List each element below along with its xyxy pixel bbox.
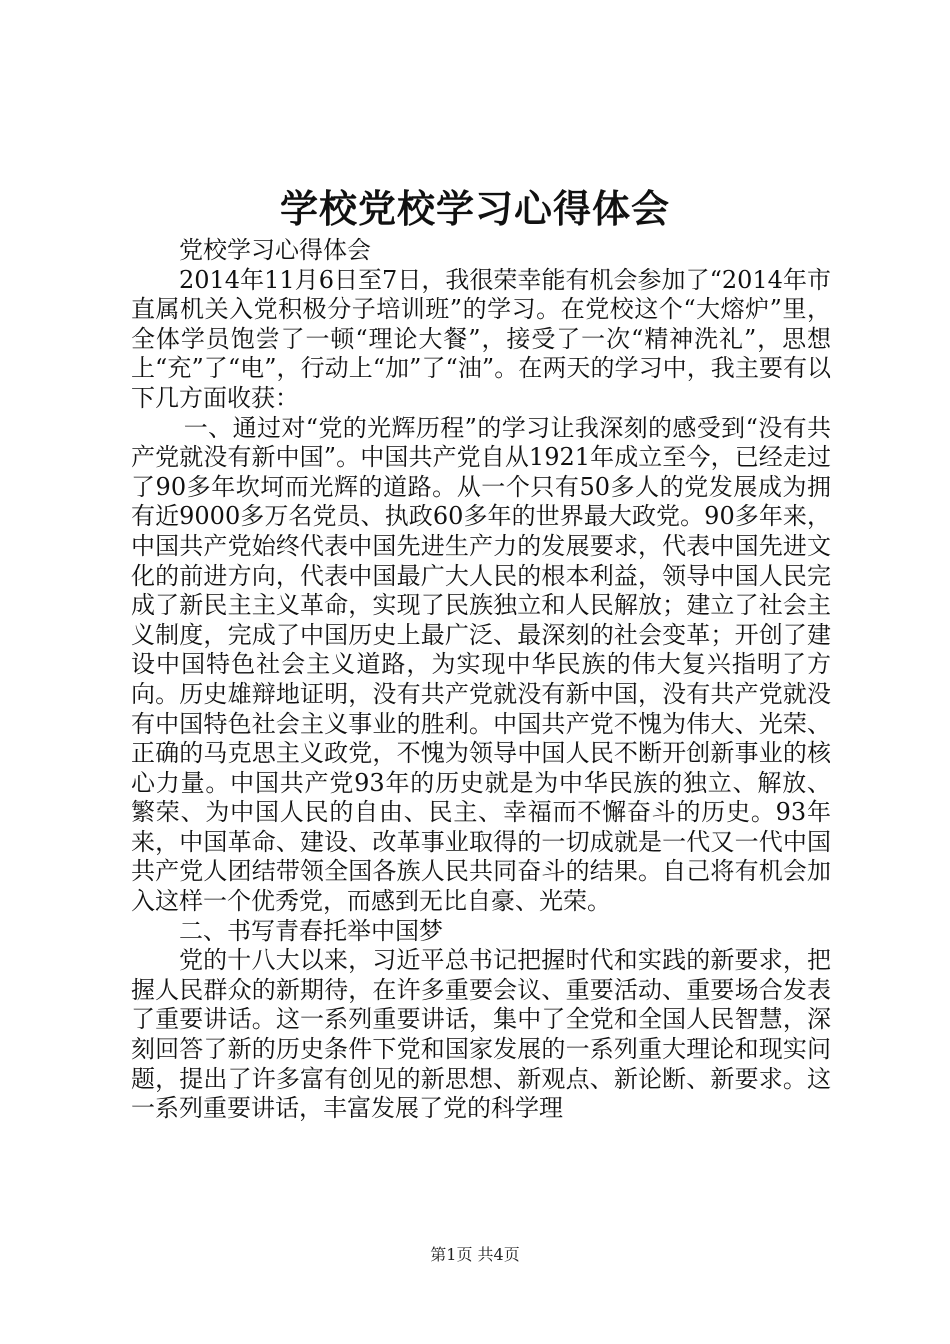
paragraph-section-two-heading: 二、书写青春托举中国梦 xyxy=(179,916,443,945)
paragraph-subtitle: 党校学习心得体会 xyxy=(179,236,371,264)
paragraph-intro: 2014年11月6日至7日，我很荣幸能有机会参加了“2014年市直属机关入党积极分子培训班”的学习。在党校这个“大熔炉”里，全体学员饱尝了一顿“理论大餐”，接受了一次“精神洗礼”，思想上“充”了“电”，行动上“加”了“油”。在两天的学习中，我主要有以下几方面收获： xyxy=(131,265,831,412)
page-footer: 第1页 共4页 xyxy=(430,1245,520,1264)
paragraph-section-two-body: 党的十八大以来，习近平总书记把握时代和实践的新要求，把握人民群众的新期待，在许多重要会议、重要活动、重要场合发表了重要讲话。这一系列重要讲话，集中了全党和全国人民智慧，深刻回答了新的历史条件下党和国家发展的一系列重大理论和现实问题，提出了许多富有创见的新思想、新观点、新论断、新要求。这一系列重要讲话，丰富发展了党的科学理 xyxy=(131,946,831,1123)
document-body xyxy=(131,236,831,1124)
document-title: 学校党校学习心得体会 xyxy=(279,186,670,231)
paragraph-section-one: 一、通过对“党的光辉历程”的学习让我深刻的感受到“没有共产党就没有新中国”。中国共产党自从1921年成立至今，已经走过了90多年坎坷而光辉的道路。从一个只有50多人的党发展成为拥有近9000多万名党员、执政60多年的世界最大政党。90多年来，中国共产党始终代表中国先进生产力的发展要求，代表中国先进文化的前进方向，代表中国最广大人民的根本利益，领导中国人民完成了新民主主义革命，实现了民族独立和人民解放；建立了社会主义制度，完成了中国历史上最广泛、最深刻的社会变革；开创了建设中国特色社会主义道路，为实现中华民族的伟大复兴指明了方向。历史雄辩地证明，没有共产党就没有新中国，没有共产党就没有中国特色社会主义事业的胜利。中国共产党不愧为伟大、光荣、正确的马克思主义政党，不愧为领导中国人民不断开创新事业的核心力量。中国共产党93年的历史就是为中华民族的独立、解放、繁荣、为中国人民的自由、民主、幸福而不懈奋斗的历史。93年来，中国革命、建设、改革事业取得的一切成就是一代又一代中国共产党人团结带领全国各族人民共同奋斗的结果。自己将有机会加入这样一个优秀党，而感到无比自豪、光荣。 xyxy=(131,413,831,916)
